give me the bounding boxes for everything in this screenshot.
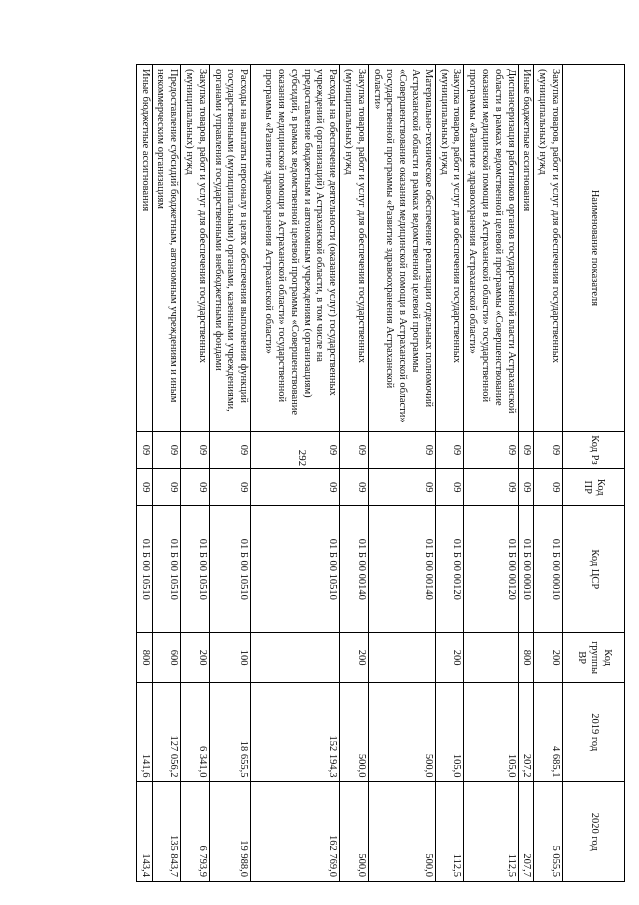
cell-rz: 09 xyxy=(435,431,464,468)
cell-2020: 143,4 xyxy=(136,782,152,882)
cell-csr: 01 Б 00 00140 xyxy=(340,506,369,633)
cell-vr xyxy=(368,633,435,683)
header-vr: Код группы ВР xyxy=(563,633,625,683)
cell-2019: 18 655,5 xyxy=(209,682,250,781)
cell-2019: 127 056,2 xyxy=(152,682,181,781)
cell-2019: 6 341,0 xyxy=(181,682,210,781)
cell-vr: 800 xyxy=(136,633,152,683)
cell-rz: 09 xyxy=(340,431,369,468)
cell-pr: 09 xyxy=(518,469,534,506)
cell-2020: 135 843,7 xyxy=(152,782,181,882)
cell-2020: 207,7 xyxy=(518,782,534,882)
header-csr: Код ЦСР xyxy=(563,506,625,633)
cell-pr: 09 xyxy=(464,469,518,506)
cell-name: Иные бюджетные ассигнования xyxy=(136,65,152,432)
cell-vr: 600 xyxy=(152,633,181,683)
cell-csr: 01 Б 00 00120 xyxy=(435,506,464,633)
cell-2019: 105,0 xyxy=(464,682,518,781)
cell-name: Закупка товаров, работ и услуг для обеспечения государственных (муниципальных) нужд xyxy=(534,65,563,432)
cell-csr: 01 Б 00 00120 xyxy=(464,506,518,633)
cell-rz: 09 xyxy=(251,431,340,468)
cell-rz: 09 xyxy=(464,431,518,468)
cell-2020: 112,5 xyxy=(464,782,518,882)
cell-csr: 01 Б 00 00140 xyxy=(368,506,435,633)
cell-rz: 09 xyxy=(209,431,250,468)
cell-vr xyxy=(251,633,340,683)
cell-pr: 09 xyxy=(534,469,563,506)
cell-2020: 112,5 xyxy=(435,782,464,882)
cell-rz: 09 xyxy=(368,431,435,468)
table-row xyxy=(464,65,518,882)
cell-pr: 09 xyxy=(435,469,464,506)
cell-name: Закупка товаров, работ и услуг для обеспечения государственных (муниципальных) нужд xyxy=(435,65,464,432)
cell-csr: 01 Б 00 00010 xyxy=(534,506,563,633)
cell-csr: 01 Б 00 00010 xyxy=(518,506,534,633)
cell-vr: 200 xyxy=(181,633,210,683)
cell-name: Расходы на обеспечение деятельности (оказание услуг) государственных учреждений (организаций) Астраханской области, в том числе на предоставление бюджетным и автономным учреждениям (организациям) субсидий, в рамках ведомственной целевой программы «Совершенствование оказания медицинской помощи в Астраханской области» государственной программы «Развитие здравоохранения Астраханской области» xyxy=(251,65,340,432)
cell-pr: 09 xyxy=(136,469,152,506)
cell-csr: 01 Б 00 10510 xyxy=(251,506,340,633)
cell-name: Расходы на выплаты персоналу в целях обеспечения выполнения функций государственными (муниципальными) органами, казенными учреждениями, органами управления государственными внебюджетными фондами xyxy=(209,65,250,432)
cell-vr xyxy=(464,633,518,683)
table-row xyxy=(435,65,464,882)
cell-name: Диспансеризация работников органов государственной власти Астраханской области в рамках ведомственной целевой программы «Совершенствование оказания медицинской помощи в Астраханской области» государственной программы «Развитие здравоохранения Астраханской области» xyxy=(464,65,518,432)
cell-2019: 4 685,1 xyxy=(534,682,563,781)
cell-rz: 09 xyxy=(534,431,563,468)
header-2020: 2020 год xyxy=(563,782,625,882)
cell-name: Иные бюджетные ассигнования xyxy=(518,65,534,432)
cell-pr: 09 xyxy=(251,469,340,506)
cell-name: Закупка товаров, работ и услуг для обеспечения государственных (муниципальных) нужд xyxy=(340,65,369,432)
cell-csr: 01 Б 00 10510 xyxy=(136,506,152,633)
table-row xyxy=(181,65,210,882)
cell-name: Закупка товаров, работ и услуг для обеспечения государственных (муниципальных) нужд xyxy=(181,65,210,432)
cell-2019: 500,0 xyxy=(340,682,369,781)
cell-rz: 09 xyxy=(136,431,152,468)
cell-csr: 01 Б 00 10510 xyxy=(209,506,250,633)
cell-2019: 105,0 xyxy=(435,682,464,781)
budget-table xyxy=(136,64,625,882)
cell-csr: 01 Б 00 10510 xyxy=(181,506,210,633)
table-row xyxy=(251,65,340,882)
cell-pr: 09 xyxy=(368,469,435,506)
cell-pr: 09 xyxy=(152,469,181,506)
cell-2019: 500,0 xyxy=(368,682,435,781)
cell-rz: 09 xyxy=(518,431,534,468)
cell-vr: 800 xyxy=(518,633,534,683)
cell-pr: 09 xyxy=(209,469,250,506)
cell-2020: 162 769,0 xyxy=(251,782,340,882)
header-name: Наименование показателя xyxy=(563,65,625,432)
cell-rz: 09 xyxy=(152,431,181,468)
cell-name: Материально-техническое обеспечение реализации отдельных полномочий Астраханской области в рамках ведомственной целевой программы «Совершенствование оказания медицинской помощи в Астраханской области» государственной программы «Развитие здравоохранения Астраханской области» xyxy=(368,65,435,432)
cell-2020: 500,0 xyxy=(368,782,435,882)
table-row xyxy=(368,65,435,882)
cell-csr: 01 Б 00 10510 xyxy=(152,506,181,633)
table-header-row xyxy=(563,65,625,882)
table-row xyxy=(136,65,152,882)
cell-name: Предоставление субсидий бюджетным, автономным учреждениям и иным некоммерческим организациям xyxy=(152,65,181,432)
cell-pr: 09 xyxy=(340,469,369,506)
cell-vr: 100 xyxy=(209,633,250,683)
table-row xyxy=(209,65,250,882)
header-pr: Код ПР xyxy=(563,469,625,506)
table-row xyxy=(152,65,181,882)
cell-pr: 09 xyxy=(181,469,210,506)
budget-table-container xyxy=(136,64,625,882)
cell-2019: 152 194,3 xyxy=(251,682,340,781)
cell-vr: 200 xyxy=(435,633,464,683)
cell-2020: 500,0 xyxy=(340,782,369,882)
cell-2019: 207,2 xyxy=(518,682,534,781)
header-2019: 2019 год xyxy=(563,682,625,781)
table-row xyxy=(534,65,563,882)
cell-2020: 5 055,5 xyxy=(534,782,563,882)
header-rz: Код Рз xyxy=(563,431,625,468)
table-row xyxy=(340,65,369,882)
cell-2020: 19 988,0 xyxy=(209,782,250,882)
cell-vr: 200 xyxy=(534,633,563,683)
table-row xyxy=(518,65,534,882)
cell-2019: 141,6 xyxy=(136,682,152,781)
cell-2020: 6 793,9 xyxy=(181,782,210,882)
cell-vr: 200 xyxy=(340,633,369,683)
cell-rz: 09 xyxy=(181,431,210,468)
page-number: 292 xyxy=(296,449,308,467)
